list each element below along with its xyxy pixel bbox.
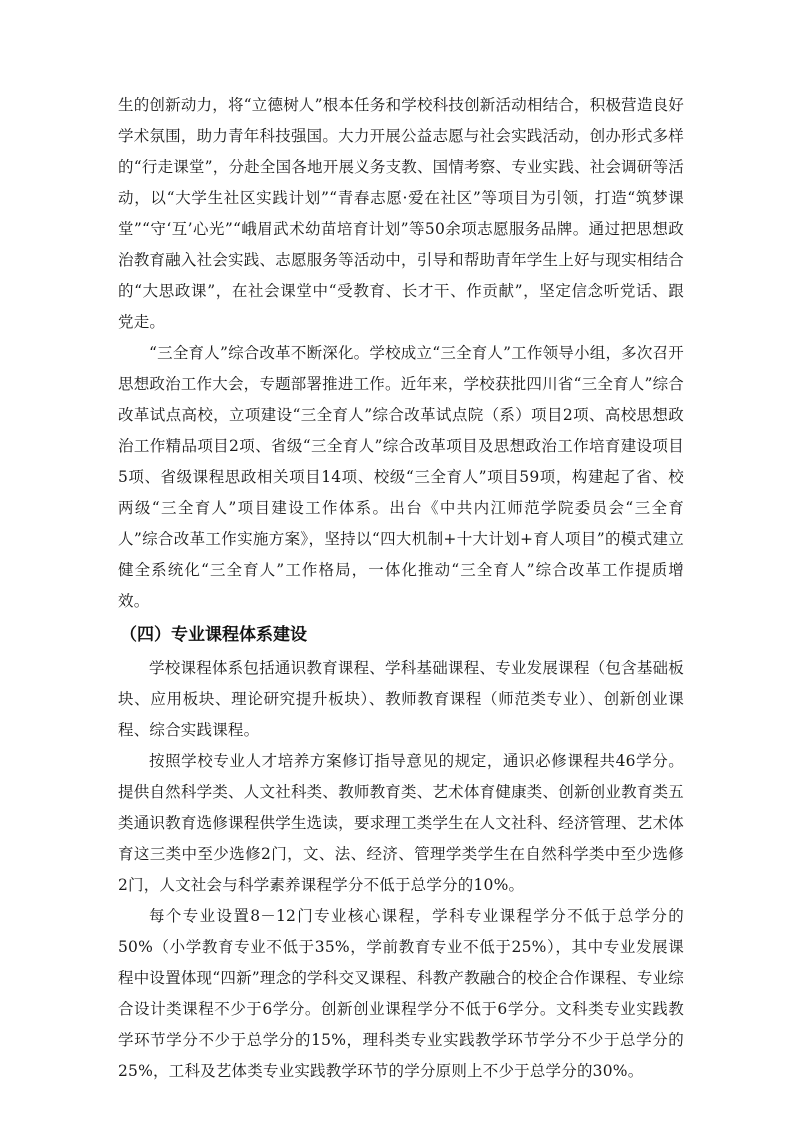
paragraph-continuation: 生的创新动力，将“立德树人”根本任务和学校科技创新活动相结合，积极营造良好学术氛围，助力青年科技强国。大力开展公益志愿与社会实践活动，创办形式多样的“行走课堂”，分赴全国各地开展义务支教、国情考察、专业实践、社会调研等活动，以“大学生社区实践计划”“青春志愿·爱在社区”等项目为引领，打造“筑梦课堂”“守‘互’心光”“峨眉武术幼苗培育计划”等50余项志愿服务品牌。通过把思想政治教育融入社会实践、志愿服务等活动中，引导和帮助青年学生上好与现实相结合的“大思政课”，在社会课堂中“受教育、长才干、作贡献”，坚定信念听党话、跟党走。	[118, 96, 684, 331]
section-heading: （四）专业课程体系建设	[120, 625, 307, 645]
paragraph-three-all-education: “三全育人”综合改革不断深化。学校成立“三全育人”工作领导小组，多次召开思想政治工作大会，专题部署推进工作。近年来，学校获批四川省“三全育人”综合改革试点高校，立项建设“三全育人”综合改革试点院（系）项目2项、高校思想政治工作精品项目2项、省级“三全育人”综合改革项目及思想政治工作培育建设项目5项、省级课程思政相关项目14项、校级“三全育人”项目59项，构建起了省、校两级“三全育人”项目建设工作体系。出台《中共内江师范学院委员会“三全育人”综合改革工作实施方案》，坚持以“四大机制+十大计划+育人项目”的模式建立健全系统化“三全育人”工作格局，一体化推动“三全育人”综合改革工作提质增效。	[118, 344, 684, 610]
paragraph-general-education: 按照学校专业人才培养方案修订指导意见的规定，通识必修课程共46学分。提供自然科学类、人文社科类、教师教育类、艺术体育健康类、创新创业教育类五类通识教育选修课程供学生选读，要求理工类学生在人文社科、经济管理、艺术体育这三类中至少选修2门，文、法、经济、管理学类学生在自然科学类中至少选修2门，人文社会与科学素养课程学分不低于总学分的10%。	[118, 752, 684, 894]
paragraph-core-courses: 每个专业设置8－12门专业核心课程，学科专业课程学分不低于总学分的50%（小学教育专业不低于35%，学前教育专业不低于25%），其中专业发展课程中设置体现“四新”理念的学科交叉课程、科教产教融合的校企合作课程、专业综合设计类课程不少于6学分。创新创业课程学分不低于6学分。文科类专业实践教学环节学分不少于总学分的15%，理科类专业实践教学环节学分不少于总学分的25%，工科及艺体类专业实践教学环节的学分原则上不少于总学分的30%。	[118, 907, 684, 1080]
document-body	[118, 90, 684, 1087]
paragraph-curriculum-system: 学校课程体系包括通识教育课程、学科基础课程、专业发展课程（包含基础板块、应用板块、理论研究提升板块）、教师教育课程（师范类专业）、创新创业课程、综合实践课程。	[118, 659, 684, 739]
